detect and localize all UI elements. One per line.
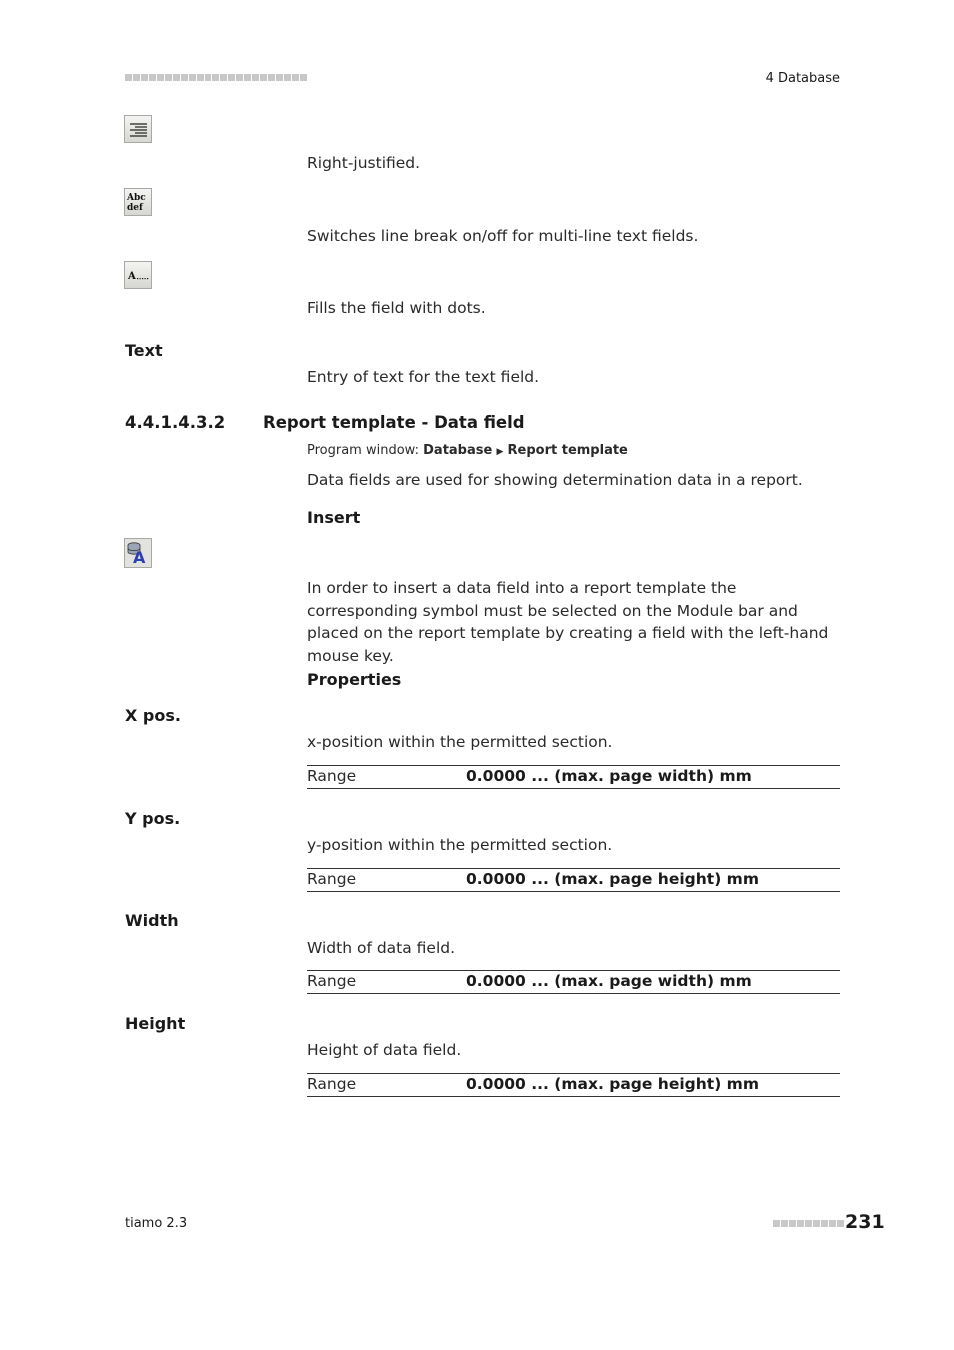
line-break-icon xyxy=(124,188,152,216)
property-desc-width: Width of data field. xyxy=(307,939,456,957)
property-label-x-pos: X pos. xyxy=(125,706,181,725)
svg-text:A: A xyxy=(133,548,146,567)
range-key: Range xyxy=(307,767,357,785)
range-key: Range xyxy=(307,870,357,888)
data-field-icon xyxy=(124,538,152,568)
properties-heading: Properties xyxy=(307,670,402,689)
svg-text:A: A xyxy=(128,271,136,282)
text-label: Text xyxy=(125,341,163,360)
text-description: Entry of text for the text field. xyxy=(307,368,540,386)
right-justify-description: Right-justified. xyxy=(307,154,421,172)
property-label-y-pos: Y pos. xyxy=(125,809,181,828)
fill-dots-description: Fills the field with dots. xyxy=(307,299,486,317)
section-intro: Data fields are used for showing determination data in a report. xyxy=(307,471,803,489)
chapter-title: 4 Database xyxy=(765,71,840,86)
range-value: 0.0000 ... (max. page width) mm xyxy=(466,972,752,990)
range-value: 0.0000 ... (max. page height) mm xyxy=(466,1075,759,1093)
line-break-description: Switches line break on/off for multi-line text fields. xyxy=(307,227,699,245)
page-number: 231 xyxy=(845,1211,885,1233)
fill-dots-icon xyxy=(124,261,152,289)
property-range-width xyxy=(307,970,840,994)
svg-text:Abc: Abc xyxy=(127,193,146,203)
property-desc-x-pos: x-position within the permitted section. xyxy=(307,733,613,751)
range-value: 0.0000 ... (max. page width) mm xyxy=(466,767,752,785)
property-desc-y-pos: y-position within the permitted section. xyxy=(307,836,613,854)
svg-text:def: def xyxy=(127,203,143,213)
breadcrumb-item-database: Database xyxy=(423,443,493,458)
footer-decoration xyxy=(773,1220,844,1227)
breadcrumb xyxy=(307,443,628,458)
insert-heading: Insert xyxy=(307,508,361,527)
property-label-height: Height xyxy=(125,1014,186,1033)
property-range-y-pos xyxy=(307,868,840,892)
breadcrumb-item-report-template: Report template xyxy=(507,443,628,458)
property-range-height xyxy=(307,1073,840,1097)
property-desc-height: Height of data field. xyxy=(307,1041,462,1059)
section-title: Report template - Data field xyxy=(263,413,525,432)
insert-paragraph: In order to insert a data field into a report template the corresponding symbol must be selected on the Module bar and placed on the report template by creating a field with the left-hand mouse key. xyxy=(307,579,829,665)
align-right-icon xyxy=(124,115,152,143)
range-key: Range xyxy=(307,1075,357,1093)
breadcrumb-separator-icon: ▶ xyxy=(496,447,504,457)
range-key: Range xyxy=(307,972,357,990)
section-number: 4.4.1.4.3.2 xyxy=(125,413,226,432)
product-name: tiamo 2.3 xyxy=(125,1216,188,1231)
property-range-x-pos xyxy=(307,765,840,789)
range-value: 0.0000 ... (max. page height) mm xyxy=(466,870,759,888)
breadcrumb-prefix: Program window: xyxy=(307,443,419,458)
property-label-width: Width xyxy=(125,911,179,930)
header-decoration xyxy=(125,74,307,82)
